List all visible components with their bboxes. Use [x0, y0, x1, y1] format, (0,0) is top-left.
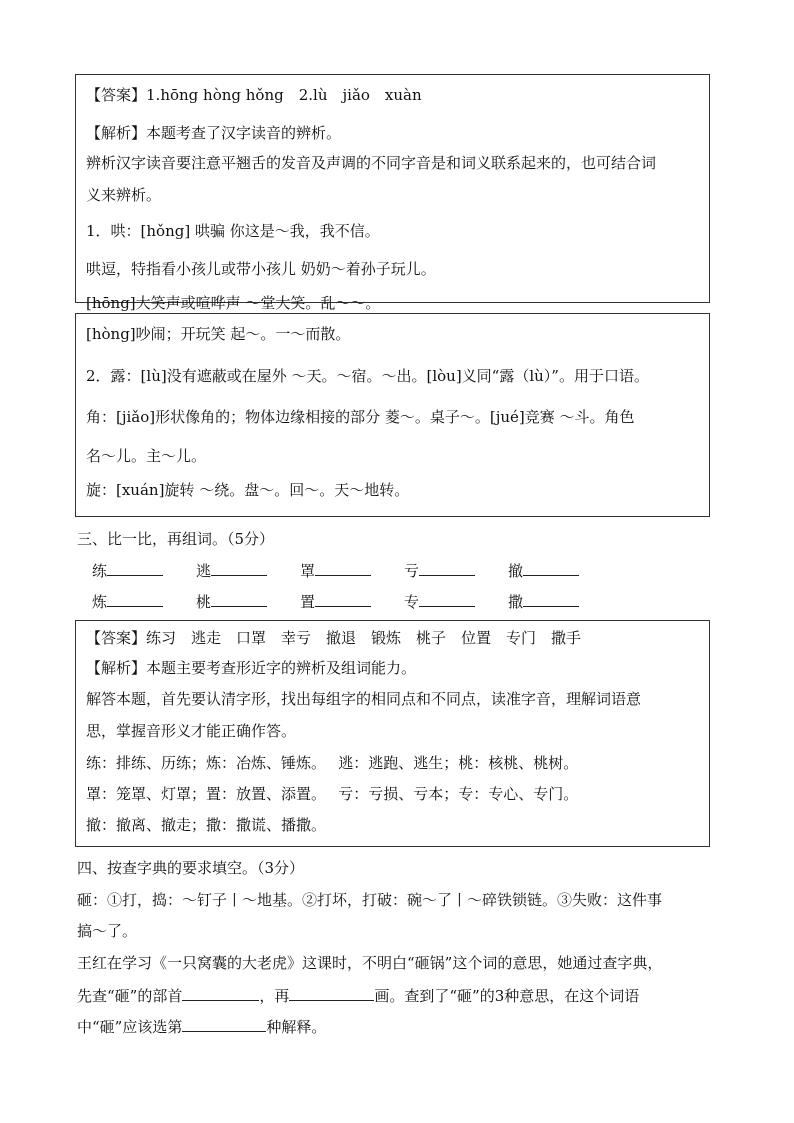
word-blank: 练 — [92, 560, 163, 581]
analysis-tag: 【解析】 — [86, 124, 147, 142]
fill-blank[interactable] — [523, 591, 579, 607]
word-blank: 撤 — [508, 560, 579, 581]
pronunciation-lu: 2．露：[lù]没有遮蔽或在屋外 ～天。～宿。～出。[lòu]义同“露（lù）”。用于口语。 — [86, 367, 649, 385]
fill-blank[interactable] — [419, 591, 475, 607]
fill-blank[interactable] — [315, 591, 371, 607]
fill-blank[interactable] — [107, 591, 163, 607]
word-blank: 专 — [404, 591, 475, 612]
pronunciation-jiao: 角：[jiǎo]形状像角的；物体边缘相接的部分 菱～。桌子～。[jué]竞赛 ～斗。角色 — [86, 408, 635, 426]
question-text: 王红在学习《一只窝囊的大老虎》这课时，不明白“砸锅”这个词的意思，她通过查字典， — [77, 954, 663, 972]
pronunciation-xuan: 旋：[xuán]旋转 ～绕。盘～。回～。天～地转。 — [86, 481, 410, 499]
answer-text: 1.hōng hòng hǒng 2.lù jiǎo xuàn — [146, 86, 422, 104]
analysis-paragraph-1: 解答本题，首先要认清字形，找出每组字的相同点和不同点，读准字音，理解词语意 — [86, 690, 642, 708]
answer-box-3 — [75, 620, 710, 847]
word-group-3: 撤：撤离、撤走；撒：撒谎、播撒。 — [86, 816, 327, 834]
word-group-1: 练：排练、历练；炼：冶炼、锤炼。 逃：逃跑、逃生；桃：核桃、桃树。 — [86, 754, 579, 772]
fill-blank[interactable] — [315, 560, 371, 576]
answer-box-2 — [75, 313, 710, 517]
word-blank: 逃 — [196, 560, 267, 581]
word-blank: 桃 — [196, 591, 267, 612]
section-4-title: 四、按查字典的要求填空。（3分） — [77, 859, 305, 877]
fill-blank[interactable] — [523, 560, 579, 576]
word-blank: 炼 — [92, 591, 163, 612]
radical-blank[interactable] — [182, 985, 259, 1001]
dictionary-entry: 砸：①打，捣：～钉子丨～地基。②打坏，打破：碗～了丨～碎铁锁链。③失败：这件事 — [77, 891, 663, 909]
word-blank: 亏 — [404, 560, 475, 581]
pronunciation-hong3-extra: 哄逗，特指看小孩儿或带小孩儿 奶奶～着孙子玩儿。 — [86, 260, 436, 278]
pronunciation-jiao-cont: 名～儿。主～儿。 — [86, 447, 207, 465]
answer-box-1 — [75, 74, 710, 312]
word-blank: 撒 — [508, 591, 579, 612]
word-blank: 置 — [300, 591, 371, 612]
pronunciation-hong1-clipped: [hōng]大笑声或喧哗声 ～堂大笑。乱～～。 — [86, 294, 381, 312]
answer-text: 练习 逃走 口罩 幸亏 撤退 锻炼 桃子 位置 专门 撒手 — [146, 629, 582, 647]
answer-line — [86, 628, 581, 648]
analysis-text: 本题主要考查形近字的辨析及组词能力。 — [146, 659, 417, 677]
analysis-text: 本题考查了汉字读音的辨析。 — [146, 124, 342, 142]
question-fill-line-2: 中“砸”应该选第 种解释。 — [77, 1018, 327, 1036]
analysis-line — [86, 658, 416, 678]
pronunciation-hong4: [hòng]吵闹；开玩笑 起～。一～而散。 — [86, 325, 351, 343]
analysis-paragraph-1: 辨析汉字读音要注意平翘舌的发音及声调的不同字音是和词义联系起来的，也可结合词 — [86, 154, 657, 172]
fill-blank[interactable] — [211, 591, 267, 607]
fill-blank[interactable] — [211, 560, 267, 576]
answer-tag: 【答案】 — [86, 86, 147, 104]
question-fill-line-1: 先查“砸”的部首 ，再 画。查到了“砸”的3种意思，在这个词语 — [77, 987, 640, 1005]
word-blank: 罩 — [300, 560, 371, 581]
word-group-2: 罩：笼罩、灯罩；置：放置、添置。 亏：亏损、亏本；专：专心、专门。 — [86, 785, 579, 803]
analysis-paragraph-2: 思，掌握音形义才能正确作答。 — [86, 722, 297, 740]
meaning-number-blank[interactable] — [182, 1016, 266, 1032]
fill-blank[interactable] — [419, 560, 475, 576]
clipped-line-wrap — [86, 293, 686, 312]
pronunciation-hong3: 1．哄：[hǒng] 哄骗 你这是～我，我不信。 — [86, 222, 380, 240]
fill-blank[interactable] — [107, 560, 163, 576]
analysis-tag: 【解析】 — [86, 659, 147, 677]
dictionary-entry-cont: 搞～了。 — [77, 922, 138, 940]
section-3-title: 三、比一比，再组词。（5分） — [77, 530, 275, 548]
analysis-line — [86, 123, 341, 143]
analysis-paragraph-2: 义来辨析。 — [86, 186, 162, 204]
answer-line — [86, 85, 422, 105]
answer-tag: 【答案】 — [86, 629, 147, 647]
stroke-count-blank[interactable] — [289, 985, 374, 1001]
